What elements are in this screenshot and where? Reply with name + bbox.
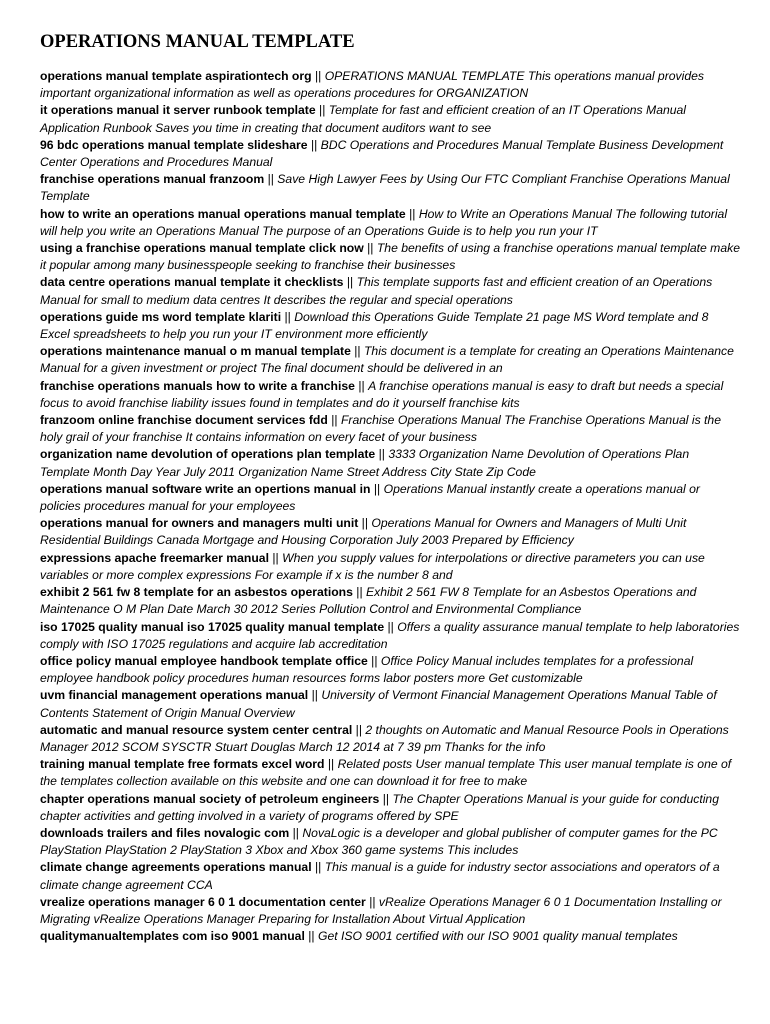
list-item [40,102,740,136]
entry-separator: || [314,69,322,83]
entry-description: Download this Operations Guide Template 21 page MS Word template and 8 Excel spreadsheets to help you run your IT environment more efficiently [40,309,709,342]
entry-title: organization name devolution of operations plan template [40,447,376,462]
page-title: OPERATIONS MANUAL TEMPLATE [40,32,355,52]
entry-title: chapter operations manual society of petroleum engineers [40,791,380,806]
entry-description: BDC Operations and Procedures Manual Template Business Development Center Operations and Procedures Manual [40,137,724,170]
entry-title: operations guide ms word template klariti [40,309,282,324]
entry-separator: || [267,172,274,187]
entry-title: operations manual software write an opertions manual in [40,481,371,496]
entry-title: vrealize operations manager 6 0 1 documentation center [40,894,366,909]
list-item [40,274,740,308]
list-item [40,378,740,412]
list-item [40,412,740,446]
entry-title: operations maintenance manual o m manual template [40,344,351,359]
entry-separator: || [373,481,381,496]
entry-title: how to write an operations manual operations manual template [40,206,406,221]
entry-separator: || [308,929,315,944]
list-item [40,756,740,790]
entry-description: 3333 Organization Name Devolution of Operations Plan Template Month Day Year July 2011 Organization Name Street Address City State Zip Code [40,447,690,479]
entry-description: How to Write an Operations Manual The following tutorial will help you write an Operations Manual The purpose of an Operations Guide is to help you run your IT [40,206,728,238]
entry-description: Template for fast and efficient creation of an IT Operations Manual Application Runbook Saves you time in creating that document auditors want to see [40,103,687,135]
entry-title: 96 bdc operations manual template slideshare [40,137,308,152]
entry-separator: || [371,653,378,668]
entry-title: uvm financial management operations manual [40,688,309,703]
entry-separator: || [331,413,338,428]
list-item [40,515,740,549]
list-item [40,584,740,618]
entry-description: The Chapter Operations Manual is your guide for conducting chapter activities and getting involved in a variety of programs offered by SPE [40,791,719,823]
list-item [40,446,740,480]
list-item [40,722,740,756]
list-item [40,309,740,343]
entry-title: operations manual for owners and managers multi unit [40,516,359,531]
entry-description: This template supports fast and efficient creation of an Operations Manual for small to medium data centres It describes the regular and special operations [40,275,713,307]
list-item [40,928,740,945]
entry-title: exhibit 2 561 fw 8 template for an asbestos operations [40,585,353,600]
entry-description: Franchise Operations Manual The Franchise Operations Manual is the holy grail of your franchise It contains information on every facet of your business [40,413,721,445]
entry-separator: || [367,241,374,256]
entry-description: A franchise operations manual is easy to draft but needs a special focus to avoid franchise liability issues found in templates and do it yourself franchise kits [40,378,724,410]
list-item [40,240,740,274]
list-item [40,791,740,825]
entry-title: expressions apache freemarker manual [40,550,269,565]
entry-title: data centre operations manual template it checklists [40,275,344,290]
entry-separator: || [292,825,299,840]
entry-description: OPERATIONS MANUAL TEMPLATE This operations manual provides important organizational information as well as operations procedures for ORGANIZATION [40,69,705,101]
entry-separator: || [369,894,376,909]
entry-list [40,68,740,945]
entry-description: This document is a template for creating an Operations Maintenance Manual for a given investment or project The final document should be delivered in an [40,344,734,376]
entry-title: franchise operations manuals how to write a franchise [40,378,355,393]
entry-title: iso 17025 quality manual iso 17025 quality manual template [40,619,385,634]
entry-description: Exhibit 2 561 FW 8 Template for an Asbestos Operations and Maintenance O M Plan Date March 30 2012 Series Pollution Control and Environmental Compliance [40,585,697,617]
entry-title: it operations manual it server runbook template [40,103,316,118]
entry-title: qualitymanualtemplates com iso 9001 manual [40,929,305,944]
document-page [40,30,740,945]
entry-description: When you supply values for interpolations or directive parameters you can use variables or more complex expressions For example if x is the number 8 and [40,550,705,582]
entry-separator: || [354,344,361,359]
entry-description: Get ISO 9001 certified with our ISO 9001 quality manual templates [317,929,678,944]
list-item [40,343,740,377]
entry-separator: || [356,585,363,600]
entry-separator: || [284,309,291,324]
list-item [40,653,740,687]
list-item [40,206,740,240]
entry-description: Related posts User manual template This user manual template is one of the templates collection available on this website and one can download it for free to make [40,757,732,789]
entry-separator: || [382,791,390,806]
entry-separator: || [319,103,326,118]
list-item [40,550,740,584]
entry-description: vRealize Operations Manager 6 0 1 Documentation Installing or Migrating vRealize Operations Manager Preparing for Installation About Virtual Application [40,894,722,926]
entry-title: office policy manual employee handbook template office [40,653,368,668]
entry-separator: || [311,688,318,703]
entry-title: training manual template free formats excel word [40,757,325,772]
entry-title: downloads trailers and files novalogic com [40,825,290,840]
entry-title: climate change agreements operations manual [40,860,312,875]
entry-description: Save High Lawyer Fees by Using Our FTC Compliant Franchise Operations Manual Template [40,172,730,204]
entry-separator: || [358,378,365,393]
entry-description: The benefits of using a franchise operations manual template make it popular among many businesspeople seeking to franchise their businesses [40,241,740,273]
list-item [40,137,740,171]
list-item [40,481,740,515]
entry-separator: || [387,619,394,634]
entry-description: NovaLogic is a developer and global publisher of computer games for the PC PlayStation PlayStation 2 PlayStation 3 Xbox and Xbox 360 game systems This includes [40,825,718,858]
list-item [40,171,740,205]
entry-description: University of Vermont Financial Management Operations Manual Table of Contents Statement of Origin Manual Overview [40,688,717,720]
entry-title: operations manual template aspirationtech org [40,69,312,83]
entry-title: franchise operations manual franzoom [40,172,265,187]
entry-separator: || [355,722,362,737]
entry-separator: || [378,447,385,462]
list-item [40,687,740,721]
entry-separator: || [361,516,369,531]
entry-description: Offers a quality assurance manual template to help laboratories comply with ISO 17025 regulations and acquire lab accreditation [40,619,740,651]
entry-separator: || [409,206,416,221]
list-item [40,68,740,102]
entry-description: Operations Manual instantly create a operations manual or policies procedures manual for your employees [40,481,700,514]
entry-separator: || [346,275,354,290]
entry-description: Office Policy Manual includes templates for a professional employee handbook policy procedures human resources forms labor posters more Get customizable [40,653,694,686]
entry-separator: || [315,860,322,875]
list-item [40,894,740,928]
entry-separator: || [327,757,335,772]
entry-title: using a franchise operations manual template click now [40,241,364,256]
entry-title: automatic and manual resource system center central [40,722,353,737]
entry-description: 2 thoughts on Automatic and Manual Resource Pools in Operations Manager 2012 SCOM SYSCTR Stuart Douglas March 12 2014 at 7 39 pm Thanks for the info [40,722,729,754]
entry-title: franzoom online franchise document services fdd [40,413,328,428]
entry-description: This manual is a guide for industry sector associations and operators of a climate change agreement CCA [40,860,720,892]
list-item [40,619,740,653]
entry-separator: || [310,137,318,152]
list-item [40,859,740,893]
list-item [40,825,740,859]
entry-description: Operations Manual for Owners and Managers of Multi Unit Residential Buildings Canada Mortgage and Housing Corporation July 2003 Prepared by Efficiency [40,516,687,548]
entry-separator: || [272,550,279,565]
